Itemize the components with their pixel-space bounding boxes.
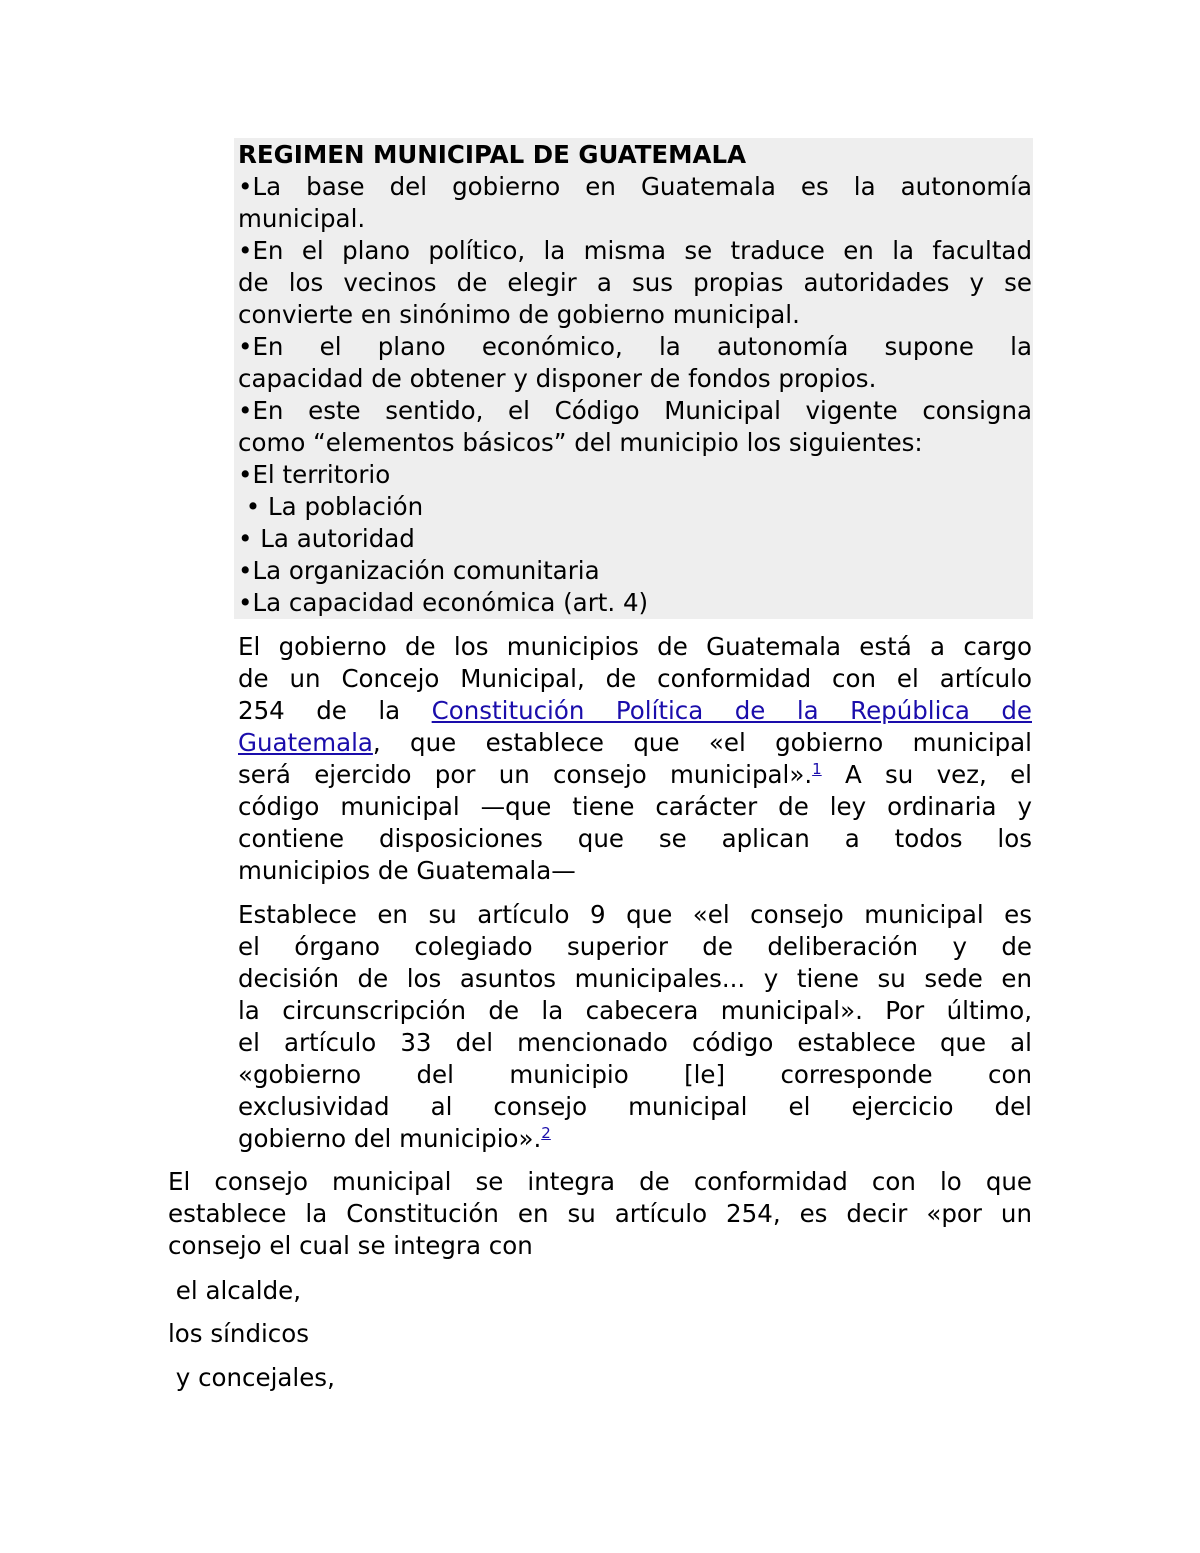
- bullet-political-line3: convierte en sinónimo de gobierno municipal.: [238, 300, 800, 329]
- para2-line3: decisión de los asuntos municipales... y tiene su sede en: [238, 964, 1032, 993]
- constitution-link[interactable]: Constitución Política de la República de: [431, 696, 1032, 725]
- para1-line3: [238, 695, 1032, 727]
- para2-line8-text: gobierno del municipio».: [238, 1124, 542, 1153]
- constitution-link-cont[interactable]: Guatemala: [238, 728, 373, 757]
- para2-line1: Establece en su artículo 9 que «el consejo municipal es: [238, 900, 1032, 929]
- list-item-poblacion: • La población: [238, 492, 424, 521]
- para3-line3: consejo el cual se integra con: [168, 1231, 533, 1260]
- document-title: REGIMEN MUNICIPAL DE GUATEMALA: [238, 140, 747, 169]
- para1-line2: de un Concejo Municipal, de conformidad con el artículo: [238, 664, 1032, 693]
- para2-line2: el órgano colegiado superior de deliberación y de: [238, 932, 1032, 961]
- bullet-autonomy-line1: •La base del gobierno en Guatemala es la autonomía: [238, 172, 1032, 201]
- list-item-organizacion: •La organización comunitaria: [238, 556, 600, 585]
- bullet-autonomy-line2: municipal.: [238, 204, 366, 233]
- para1-line4: [238, 727, 1032, 759]
- footnote-1-link[interactable]: 1: [812, 760, 822, 778]
- list-item-territorio: •El territorio: [238, 460, 391, 489]
- bullet-code-line2: como “elementos básicos” del municipio los siguientes:: [238, 428, 923, 457]
- para1-line5-text: será ejercido por un consejo municipal».: [238, 760, 813, 789]
- para1-line4-text: , que establece que «el gobierno municipal: [372, 728, 1032, 757]
- footnote-2-link[interactable]: 2: [541, 1124, 551, 1142]
- para1-line6: código municipal —que tiene carácter de ley ordinaria y: [238, 792, 1032, 821]
- para2-line6: «gobierno del municipio [le] corresponde con: [238, 1060, 1032, 1089]
- para1-line8: municipios de Guatemala—: [238, 856, 576, 885]
- para2-line5: el artículo 33 del mencionado código establece que al: [238, 1028, 1032, 1057]
- bullet-economic-line1: •En el plano económico, la autonomía supone la: [238, 332, 1032, 361]
- bullet-code-line1: •En este sentido, el Código Municipal vigente consigna: [238, 396, 1032, 425]
- bullet-economic-line2: capacidad de obtener y disponer de fondos propios.: [238, 364, 877, 393]
- para2-line8: [238, 1123, 1032, 1155]
- list-item-capacidad: •La capacidad económica (art. 4): [238, 588, 649, 617]
- list-item-autoridad: • La autoridad: [238, 524, 415, 553]
- member-sindicos: los síndicos: [168, 1319, 310, 1348]
- para1-line5: [238, 759, 1032, 791]
- para1-line5-tail: A su vez, el: [821, 760, 1032, 789]
- para3-line2: establece la Constitución en su artículo 254, es decir «por un: [168, 1199, 1032, 1228]
- member-concejales: y concejales,: [168, 1363, 335, 1392]
- para1-line7: contiene disposiciones que se aplican a todos los: [238, 824, 1032, 853]
- bullet-political-line1: •En el plano político, la misma se traduce en la facultad: [238, 236, 1032, 265]
- para3-line1: El consejo municipal se integra de conformidad con lo que: [168, 1167, 1032, 1196]
- para1-line3-text: 254 de la: [238, 696, 432, 725]
- para2-line4: la circunscripción de la cabecera municipal». Por último,: [238, 996, 1032, 1025]
- bullet-political-line2: de los vecinos de elegir a sus propias autoridades y se: [238, 268, 1032, 297]
- member-alcalde: el alcalde,: [168, 1276, 301, 1305]
- para2-line7: exclusividad al consejo municipal el ejercicio del: [238, 1092, 1032, 1121]
- para1-line1: El gobierno de los municipios de Guatemala está a cargo: [238, 632, 1032, 661]
